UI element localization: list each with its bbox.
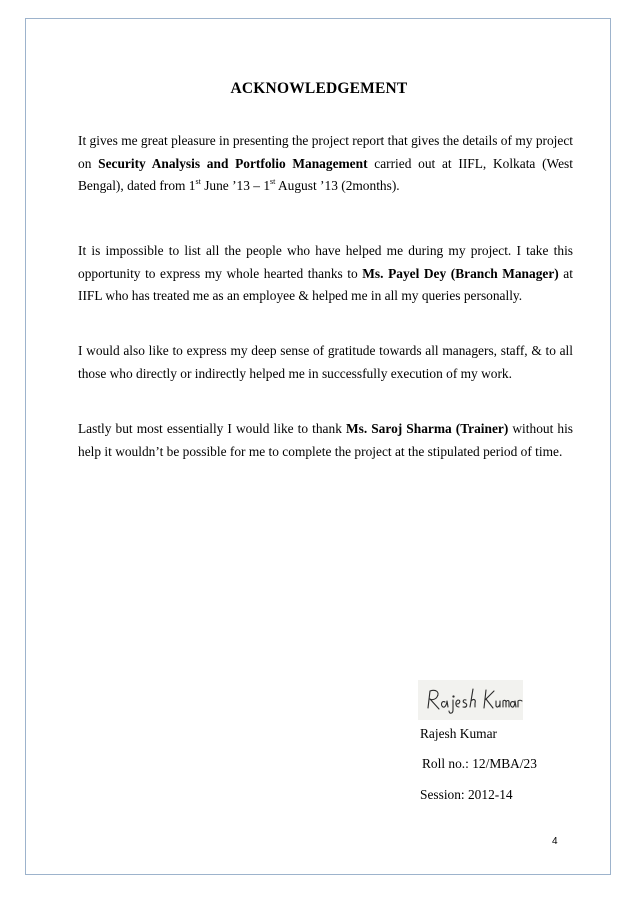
text-run: Lastly but most essentially I would like to thank — [78, 421, 346, 436]
text-run: August ’13 (2months). — [275, 178, 400, 193]
roll-number: Roll no.: 12/MBA/23 — [422, 756, 537, 771]
text-run: carried out at IIFL, Kolkata (West Bengal), dated from 1 — [78, 155, 573, 193]
text-run: I would also like to express my deep sense of gratitude towards all managers, staff, & to all those who directly or indirectly helped me in successfully execution of my work. — [78, 343, 573, 381]
text-run: It gives me great pleasure in presenting the project report that gives the details of my project on — [78, 133, 573, 171]
text-run: June ’13 – 1 — [200, 178, 271, 193]
paragraph-thanks-manager — [78, 240, 573, 308]
page-title: ACKNOWLEDGEMENT — [230, 80, 408, 97]
signatory-name: Rajesh Kumar — [420, 726, 497, 741]
ordinal-suffix: st — [270, 177, 276, 186]
paragraph-project-details — [78, 130, 573, 198]
trainer-name: Ms. Saroj Sharma (Trainer) — [345, 421, 509, 436]
text-run: It is impossible to list all the people who have helped me during my project. I take this opportunity to express my whole hearted thanks to — [78, 243, 573, 281]
text-run: without his help it wouldn’t be possible for me to complete the project at the stipulated period of time. — [78, 421, 573, 459]
signature-image — [418, 680, 523, 720]
text-run: at IIFL who has treated me as an employee & helped me in all my queries personally. — [78, 265, 573, 303]
page-number: 4 — [552, 836, 558, 847]
manager-name: Ms. Payel Dey (Branch Manager) — [362, 265, 559, 281]
session: Session: 2012-14 — [420, 787, 513, 802]
ordinal-suffix: st — [195, 177, 201, 186]
paragraph-gratitude — [78, 340, 573, 385]
project-title: Security Analysis and Portfolio Management — [98, 155, 368, 171]
paragraph-thanks-trainer — [78, 418, 573, 463]
handwritten-signature — [418, 680, 523, 720]
